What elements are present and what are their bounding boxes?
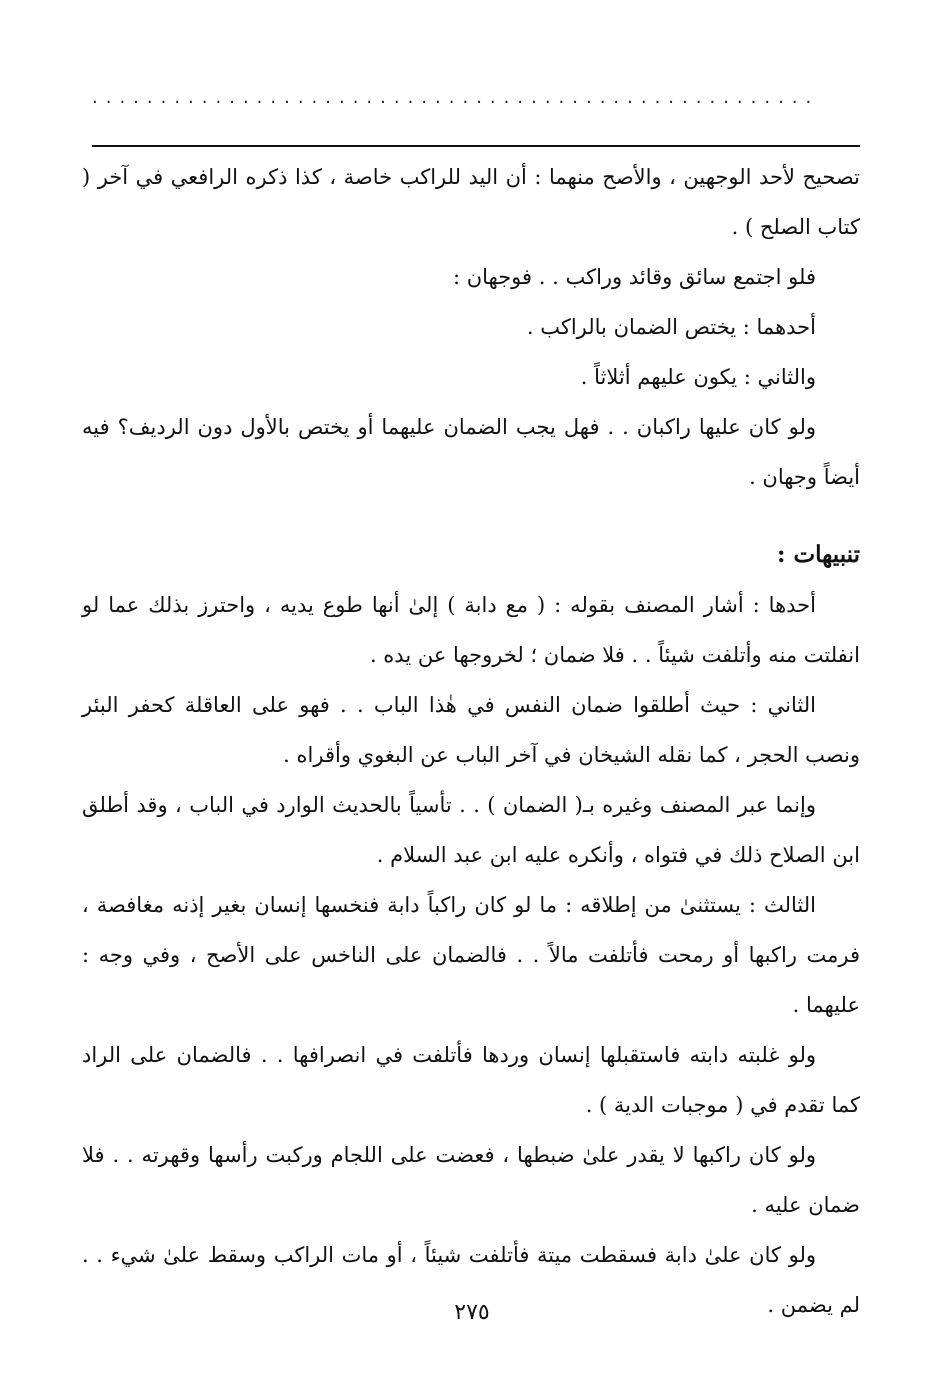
section-gap [82,502,860,530]
page-content [82,152,860,1330]
paragraph: والثاني : يكون عليهم أثلاثاً . [580,365,816,389]
note-paragraph: الثالث : يستثنىٰ من إطلاقه : ما لو كان راكباً دابة فنخسها إنسان بغير إذنه مغافصة ، فرمت راكبها أو رمحت فأتلفت مالاً . . فالضمان على الناخس على الأصح ، وفي وجه : عليهما . [82,893,860,1017]
paragraph: أحدهما : يختص الضمان بالراكب . [526,315,816,339]
header-rule [92,145,860,147]
paragraph-continuation: تصحيح لأحد الوجهين ، والأصح منهما : أن اليد للراكب خاصة ، كذا ذكره الرافعي في آخر ( كتاب الصلح ) . [82,165,860,239]
note-paragraph: وإنما عبر المصنف وغيره بـ( الضمان ) . . تأسياً بالحديث الوارد في الباب ، وقد أطلق ابن الصلاح ذلك في فتواه ، وأنكره عليه ابن عبد السلام . [82,793,860,867]
note-paragraph: الثاني : حيث أطلقوا ضمان النفس في هٰذا الباب . . فهو على العاقلة كحفر البئر ونصب الحجر ، كما نقله الشيخان في آخر الباب عن البغوي وأقراه . [82,693,860,767]
note-paragraph: ولو كان راكبها لا يقدر علىٰ ضبطها ، فعضت على اللجام وركبت رأسها وقهرته . . فلا ضمان عليه . [82,1143,860,1217]
note-paragraph: ولو كان علىٰ دابة فسقطت ميتة فأتلفت شيئاً ، أو مات الراكب وسقط علىٰ شيء . . لم يضمن . [82,1243,860,1317]
section-heading: تنبيهات : [777,541,860,568]
paragraph: ولو كان عليها راكبان . . فهل يجب الضمان عليهما أو يختص بالأول دون الرديف؟ فيه أيضاً وجهان . [82,415,860,489]
paragraph: فلو اجتمع سائق وقائد وراكب . . فوجهان : [452,265,816,289]
note-paragraph: ولو غلبته دابته فاستقبلها إنسان وردها فأتلفت في انصرافها . . فالضمان على الراد كما تقدم في ( موجبات الدية ) . [82,1043,860,1117]
header-dotted-line: ..................................................... [92,88,820,108]
page-number: ٢٧٥ [454,1300,490,1325]
note-paragraph: أحدها : أشار المصنف بقوله : ( مع دابة ) إلىٰ أنها طوع يديه ، واحترز بذلك عما لو انفلتت منه وأتلفت شيئاً . . فلا ضمان ؛ لخروجها عن يده . [82,593,860,667]
